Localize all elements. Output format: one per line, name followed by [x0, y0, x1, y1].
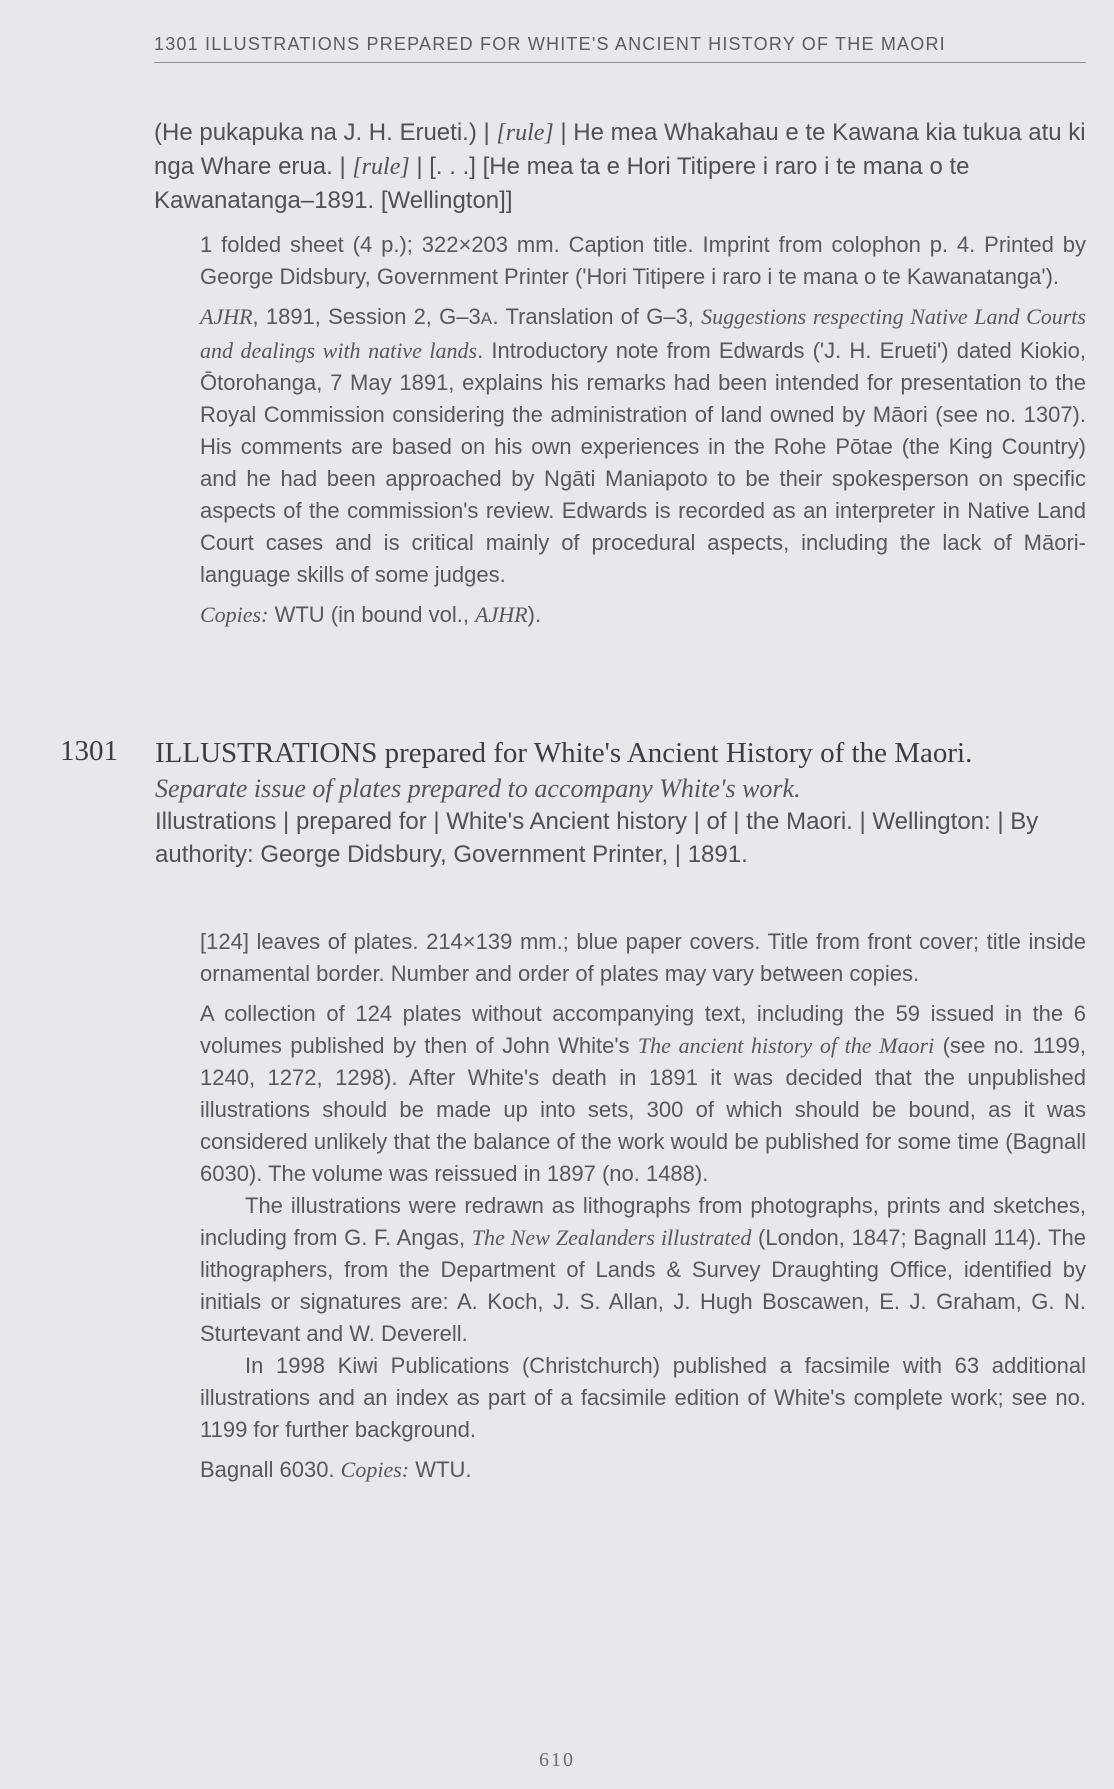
cited-title: Suggestions respecting Native Land Courts and dealings with native lands [200, 304, 1086, 363]
title-part: (He pukapuka na J. H. Erueti.) | [154, 119, 497, 146]
entry-1300-transcription [154, 116, 1086, 217]
cited-title: The ancient history of the Maori [637, 1033, 935, 1058]
entry-1301-transcription: Illustrations | prepared for | White's Ancient history | of | the Maori. | Wellington: | By authority: George Didsbury, Government Printer, | 1891. [155, 808, 1039, 868]
entry-1300 [154, 116, 1086, 217]
entry-1301-paragraph-3: In 1998 Kiwi Publications (Christchurch) published a facsimile with 63 additional illustrations and an index as part of a facsimile edition of White's complete work; see no. 1199 for further background. [200, 1353, 1086, 1442]
entry-1301-collation: [124] leaves of plates. 214×139 mm.; blue paper covers. Title from front cover; title inside ornamental border. Number and order of plates may vary between copies. [200, 929, 1086, 986]
paragraph-text: (see no. 1199, 1240, 1272, 1298). After White's death in 1891 it was decided that the unpublished illustrations should be made up into sets, 300 of which should be bound, as it was considered unlikely that the balance of the work would be published for some time (Bagnall 6030). The volume was reissued in 1897 (no. 1488). [200, 1033, 1087, 1186]
journal-abbrev: AJHR [475, 602, 528, 627]
note-text: A [480, 309, 493, 328]
running-head: 1301 ILLUSTRATIONS PREPARED FOR WHITE'S ANCIENT HISTORY OF THE MAORI [154, 34, 946, 54]
note-text: , 1891, Session 2, G–3 [252, 304, 481, 329]
copies-text: ). [527, 602, 542, 627]
entry-1301-paragraph-2 [200, 1190, 1086, 1350]
entry-1300-note [200, 301, 1086, 591]
paragraph-text: (London, 1847; Bagnall 114). The lithographers, from the Department of Lands & Survey Draughting Office, identified by initials or signatures are: A. Koch, J. S. Allan, J. Hugh Boscawen, E. J. Graham, G. N. Sturtevant and W. Deverell. [200, 1225, 1086, 1346]
copies-label: Copies: [340, 1457, 410, 1482]
entry-1301-heading [155, 735, 1055, 871]
page-number: 610 [539, 1749, 575, 1771]
entry-subtitle: Separate issue of plates prepared to accompany White's work. [155, 774, 801, 803]
entry-1300-copies [200, 599, 1086, 631]
rule-mark: [rule] [352, 154, 410, 180]
title-part: | [. . .] [He mea ta e Hori Titipere i raro i te mana o te Kawanatanga–1891. [Wellington]] [154, 153, 970, 214]
copies-text: WTU. [409, 1457, 472, 1482]
reference-text: Bagnall 6030. [200, 1457, 341, 1482]
note-text: . Introductory note from Edwards ('J. H. Erueti') dated Kiokio, Ōtorohanga, 7 May 1891, explains his remarks had been intended for presentation to the Royal Commission considering the administration of land owned by Māori (see no. 1307). His comments are based on his own experiences in the Rohe Pōtae (the King Country) and he had been approached by Ngāti Maniapoto to be their spokesperson on specific aspects of the commission's review. Edwards is recorded as an interpreter in Native Land Court cases and is critical mainly of procedural aspects, including the lack of Māori-language skills of some judges. [200, 338, 1086, 587]
cited-title: The New Zealanders illustrated [471, 1225, 752, 1250]
entry-number: 1301 [60, 735, 118, 767]
entry-1300-notes [200, 229, 1086, 631]
rule-mark: [rule] [496, 120, 554, 146]
title-part: | He mea Whakahau e te Kawana kia tukua atu ki nga Whare erua. | [154, 119, 1086, 180]
entry-1301-references [200, 1454, 1086, 1486]
journal-abbrev: AJHR [200, 304, 253, 329]
paragraph-text: The illustrations were redrawn as lithographs from photographs, prints and sketches, including from G. F. Angas, [200, 1193, 1086, 1250]
entry-1301-notes [200, 926, 1086, 1486]
header-rule [154, 62, 1086, 63]
paragraph-text: A collection of 124 plates without accompanying text, including the 59 issued in the 6 volumes published by then of John White's [200, 1001, 1086, 1058]
entry-1300-collation: 1 folded sheet (4 p.); 322×203 mm. Caption title. Imprint from colophon p. 4. Printed by George Didsbury, Government Printer ('Hori Titipere i raro i te mana o te Kawanatanga'). [200, 232, 1086, 289]
entry-1301-paragraph-1 [200, 998, 1086, 1190]
entry-title: ILLUSTRATIONS prepared for White's Ancient History of the Maori. [155, 737, 973, 769]
note-text: . Translation of G–3, [492, 304, 702, 329]
copies-text: WTU (in bound vol., [268, 602, 476, 627]
copies-label: Copies: [200, 602, 269, 627]
